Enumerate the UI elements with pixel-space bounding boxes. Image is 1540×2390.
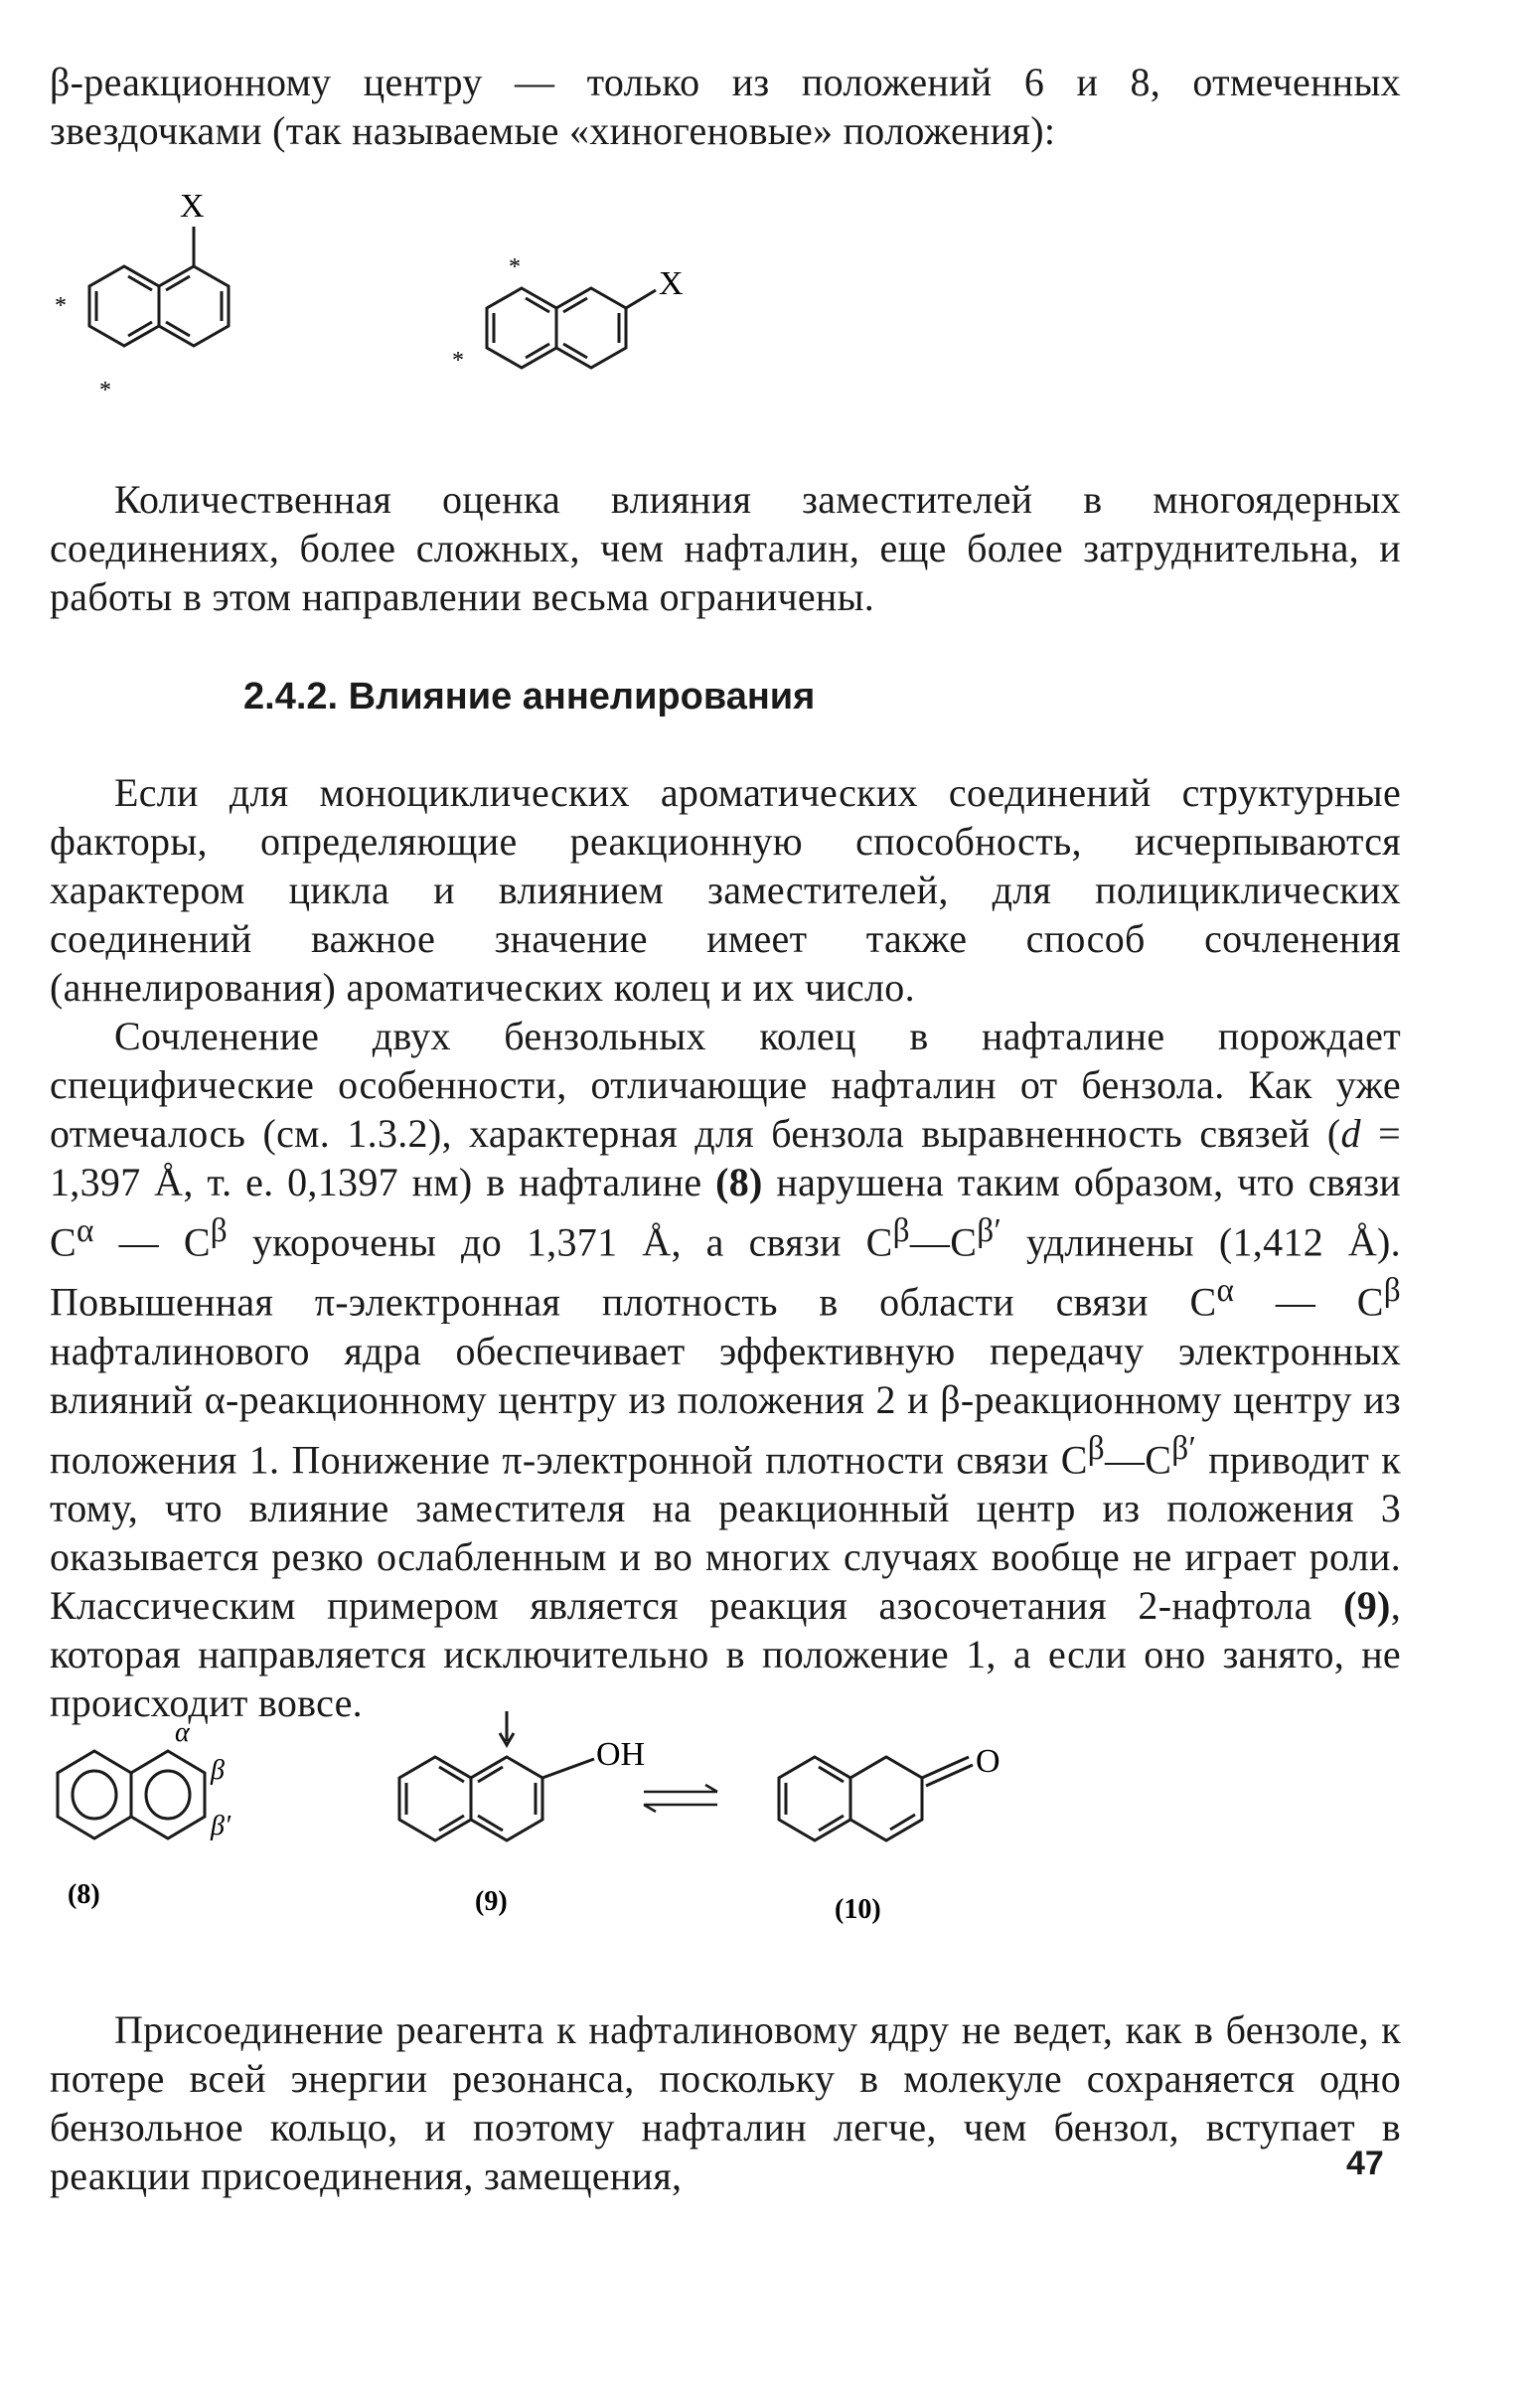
estimate-paragraph	[50, 475, 1401, 621]
top-paragraph	[50, 58, 1401, 155]
section-number: 2.4.2.	[243, 676, 339, 717]
naphthalene-paragraph: Сочленение двух бензольных колец в нафталине порождает специфические особенности, отличающие нафталин от бензола. Как уже отмечалось (см. 1.3.2), характерная для бензола выравненность связей (d = 1,397 Å, т. е. 0,1397 нм) в нафталине (8) нарушена таким образом, что связи $C^\alpha$ — $C^\beta$ укорочены до 1,371 Å, а связи $C^\beta—C^{\beta'}$ удлинены (1,412 Å). Повышенная π-электронная плотность в области связи $C^\alpha$ — $C^\beta$ нафталинового ядра обеспечивает эффективную передачу электронных влияний α-реакционному центру из положения 2 и β-реакционному центру из положения 1. Понижение π-электронной плотности связи $C^\beta—C^{\beta'}$ приводит к тому, что влияние заместителя на реакционный центр из положения 3 оказывается резко ослабленным и во многих случаях вообще не играет роли. Классическим примером является реакция азосочетания 2-нафтола (9), которая направляется исключительно в положение 1, а если оно занято, не происходит вовсе.	[50, 1014, 1402, 1725]
compound-10-naphthalenone	[779, 1757, 973, 1840]
page-number: 47	[1346, 2145, 1384, 2182]
section-heading	[243, 676, 815, 718]
ref-compound-8: (8)	[715, 1160, 763, 1204]
addition-paragraph	[50, 2005, 1401, 2200]
star-position-6-left: *	[55, 293, 67, 319]
label-oh: OH	[596, 1736, 646, 1773]
annelation-paragraph: Если для моноциклических ароматических соединений структурные факторы, определяющие реакционную способность, исчерпываются характером цикла и влиянием заместителей, для полициклических соединений важное значение имеет также способ сочленения (аннелирования) ароматических колец и их число.	[50, 770, 1401, 1010]
top-paragraph-text: β-реакционному центру — только из положений 6 и 8, отмеченных звездочками (так называемые «хиногеновые» положения):	[50, 60, 1401, 153]
naphthalene-2-substituted	[487, 288, 656, 368]
label-alpha: α	[175, 1717, 190, 1748]
figure-naphthalene-naphthol	[0, 1704, 1540, 1943]
figure-substituted-naphthalenes	[0, 169, 1540, 427]
naphthalene-1-substituted	[89, 227, 229, 346]
compound-8-naphthalene	[58, 1751, 205, 1838]
estimate-paragraph-text: Количественная оценка влияния заместителей в многоядерных соединениях, более сложных, чем нафталин, еще более затруднительна, и работы в этом направлении весьма ограничены.	[50, 477, 1401, 619]
label-o: O	[976, 1743, 1001, 1780]
section-title: Влияние аннелирования	[348, 676, 816, 717]
label-beta: β	[211, 1755, 225, 1786]
equilibrium-arrows	[644, 1785, 717, 1812]
right-substituent-x: X	[659, 265, 684, 302]
ref-compound-9: (9)	[1343, 1582, 1391, 1628]
left-substituent-x: X	[180, 188, 205, 225]
label-compound-10: (10)	[835, 1894, 881, 1925]
addition-paragraph-text: Присоединение реагента к нафталиновому ядру не ведет, как в бензоле, к потере всей энергии резонанса, поскольку в молекуле сохраняется одно бензольное кольцо, и поэтому нафталин легче, чем бензол, вступает в реакции присоединения, замещения,	[50, 2007, 1401, 2198]
annelation-section-body	[50, 768, 1401, 1727]
label-compound-8: (8)	[68, 1879, 100, 1910]
compound-9-2-naphthol	[399, 1711, 594, 1840]
star-position-8-left: *	[99, 378, 111, 403]
label-compound-9: (9)	[475, 1886, 508, 1917]
star-position-6-right: *	[452, 348, 464, 374]
label-beta-prime: β′	[211, 1811, 231, 1841]
star-position-8-right: *	[509, 254, 521, 280]
